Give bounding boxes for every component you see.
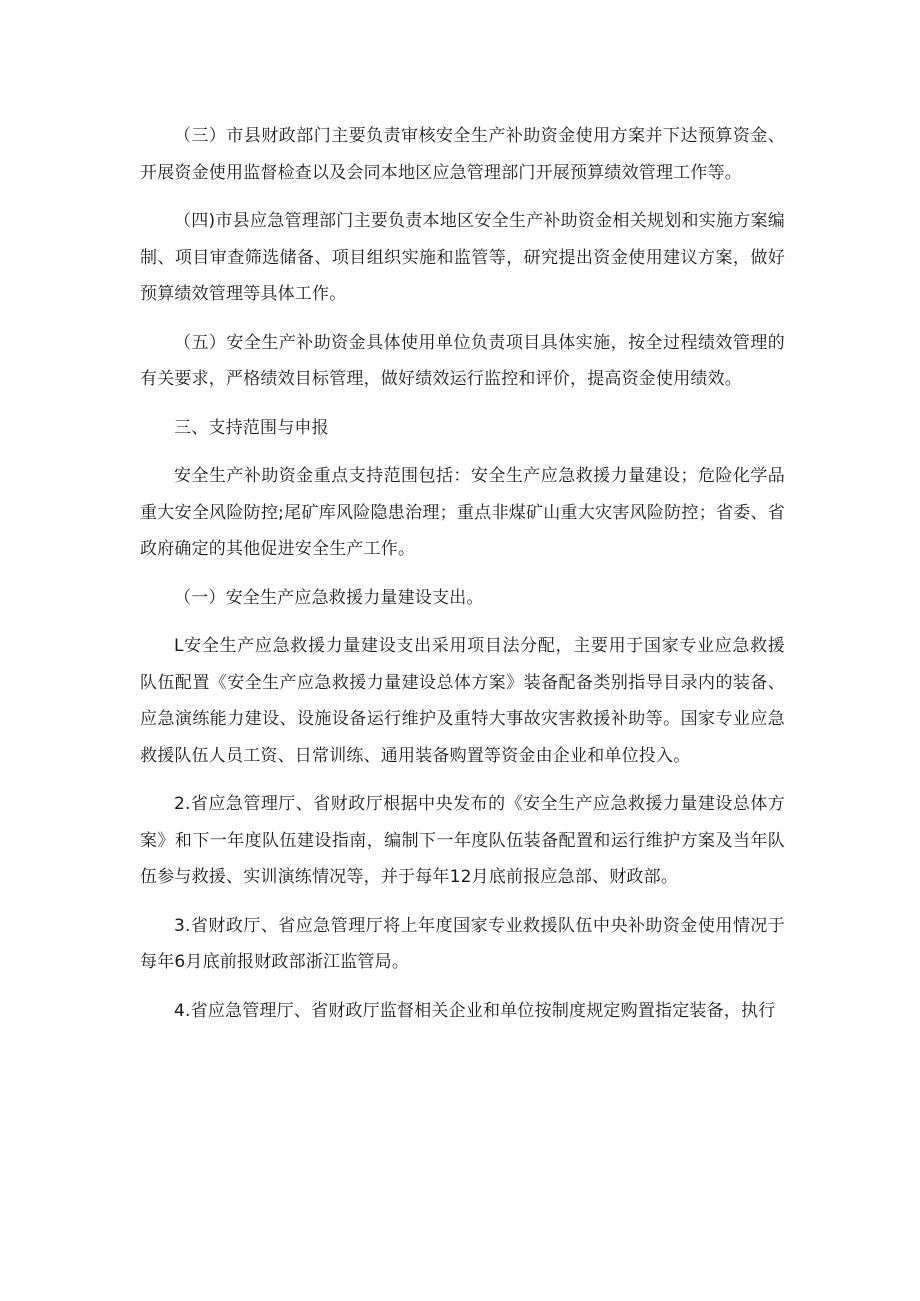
paragraph-item-4: （四)市县应急管理部门主要负责本地区安全生产补助资金相关规划和实施方案编制、项目审查筛选储备、项目组织实施和监管等，研究提出资金使用建议方案，做好预算绩效管理等具体工作。 (140, 211, 785, 304)
subsection-heading-rescue-force: （一）安全生产应急救援力量建设支出。 (174, 587, 484, 608)
paragraph-point-4: 4.省应急管理厅、省财政厅监督相关企业和单位按制度规定购置指定装备，执行 (174, 1000, 776, 1021)
paragraph-item-3: （三）市县财政部门主要负责审核安全生产补助资金使用方案并下达预算资金、开展资金使用监督检查以及会同本地区应急管理部门开展预算绩效管理工作等。 (140, 126, 785, 183)
paragraph-point-1: L安全生产应急救援力量建设支出采用项目法分配，主要用于国家专业应急救援队伍配置《安全生产应急救援力量建设总体方案》装备配备类别指导目录内的装备、应急演练能力建设、设施设备运行维护及重特大事故灾害救援补助等。国家专业应急救援队伍人员工资、日常训练、通用装备购置等资金由企业和单位投入。 (140, 636, 785, 766)
section-heading-support-scope: 三、支持范围与申报 (174, 417, 329, 438)
paragraph-point-3: 3.省财政厅、省应急管理厅将上年度国家专业救援队伍中央补助资金使用情况于每年6月底前报财政部浙江监管局。 (140, 915, 785, 972)
paragraph-support-scope: 安全生产补助资金重点支持范围包括：安全生产应急救援力量建设；危险化学品重大安全风险防控;尾矿库风险隐患治理；重点非煤矿山重大灾害风险防控；省委、省政府确定的其他促进安全生产工作。 (140, 466, 785, 559)
paragraph-point-2: 2.省应急管理厅、省财政厅根据中央发布的《安全生产应急救援力量建设总体方案》和下一年度队伍建设指南，编制下一年度队伍装备配置和运行维护方案及当年队伍参与救援、实训演练情况等，并于每年12月底前报应急部、财政部。 (140, 794, 785, 887)
paragraph-item-5: （五）安全生产补助资金具体使用单位负责项目具体实施，按全过程绩效管理的有关要求，严格绩效目标管理，做好绩效运行监控和评价，提高资金使用绩效。 (140, 332, 785, 389)
document-body (140, 118, 785, 1041)
